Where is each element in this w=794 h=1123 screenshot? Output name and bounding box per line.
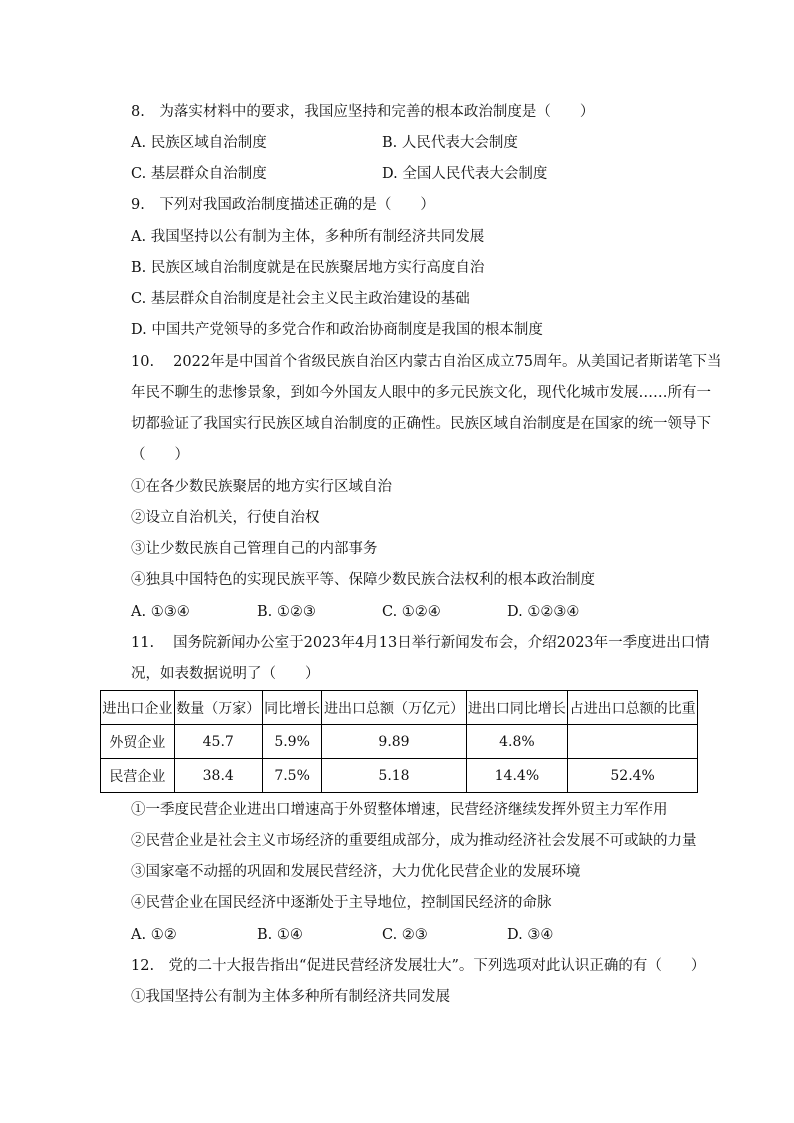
table-cell: 5.18 [322, 759, 466, 793]
question-10-stem-line-1: 10. 2022年是中国首个省级民族自治区内蒙古自治区成立75周年。从美国记者斯诺笔下当 [131, 354, 722, 370]
table-cell: 4.8% [466, 725, 568, 759]
table-header-cell: 占进出口总额的比重 [568, 691, 698, 725]
question-10-option-c[interactable]: C. ①②④ [382, 604, 441, 620]
table-row [101, 725, 698, 759]
question-9-option-b[interactable]: B. 民族区域自治制度就是在民族聚居地方实行高度自治 [131, 260, 485, 276]
question-11-option-b[interactable]: B. ①④ [257, 927, 303, 943]
question-10-option-b[interactable]: B. ①②③ [257, 604, 316, 620]
question-11-stem-line-1: 11. 国务院新闻办公室于2023年4月13日举行新闻发布会，介绍2023年一季度进出口情 [131, 635, 710, 651]
question-10-stem-line-2: 年民不聊生的悲惨景象，到如今外国友人眼中的多元民族文化，现代化城市发展……所有一 [131, 385, 711, 401]
table-cell: 外贸企业 [101, 725, 175, 759]
question-10-options-row [131, 602, 691, 622]
table-cell: 5.9% [262, 725, 322, 759]
question-8-option-a[interactable]: A. 民族区域自治制度 [131, 135, 267, 151]
question-9-option-c[interactable]: C. 基层群众自治制度是社会主义民主政治建设的基础 [131, 291, 470, 307]
question-11-statement-3: ③国家毫不动摇的巩固和发展民营经济，大力优化民营企业的发展环境 [131, 864, 581, 880]
table-cell: 7.5% [262, 759, 322, 793]
question-10-statement-4: ④独具中国特色的实现民族平等、保障少数民族合法权利的根本政治制度 [131, 572, 595, 588]
question-11-option-a[interactable]: A. ①② [131, 927, 177, 943]
question-11-statement-2: ②民营企业是社会主义市场经济的重要组成部分，成为推动经济社会发展不可或缺的力量 [131, 833, 697, 849]
question-9-option-a[interactable]: A. 我国坚持以公有制为主体，多种所有制经济共同发展 [131, 229, 485, 245]
table-header-cell: 进出口同比增长 [466, 691, 568, 725]
question-11-option-c[interactable]: C. ②③ [382, 927, 428, 943]
question-11-stem-line-2: 况，如表数据说明了（ ） [131, 666, 320, 682]
question-10-stem-line-3: 切都验证了我国实行民族区域自治制度的正确性。民族区域自治制度是在国家的统一领导下 [131, 416, 711, 432]
table-cell: 民营企业 [101, 759, 175, 793]
table-cell: 9.89 [322, 725, 466, 759]
question-10-statement-3: ③让少数民族自己管理自己的内部事务 [131, 541, 378, 557]
question-8-option-b[interactable]: B. 人民代表大会制度 [382, 135, 518, 151]
question-8-options-row-1 [131, 133, 691, 153]
question-10-option-a[interactable]: A. ①③④ [131, 604, 190, 620]
trade-data-table [100, 690, 698, 793]
question-11-options-row [131, 925, 691, 945]
question-9-option-d[interactable]: D. 中国共产党领导的多党合作和政治协商制度是我国的根本制度 [131, 322, 543, 338]
question-9-stem: 9. 下列对我国政治制度描述正确的是（ ） [131, 197, 435, 213]
question-12-statement-1: ①我国坚持公有制为主体多种所有制经济共同发展 [131, 989, 450, 1005]
question-12-stem: 12. 党的二十大报告指出“促进民营经济发展壮大”。下列选项对此认识正确的有（ ） [131, 958, 706, 974]
table-header-row [101, 691, 698, 725]
question-10-statement-2: ②设立自治机关，行使自治权 [131, 510, 320, 526]
table-cell [568, 725, 698, 759]
question-8-options-row-2 [131, 164, 691, 184]
table-header-cell: 数量（万家） [174, 691, 262, 725]
question-10-statement-1: ①在各少数民族聚居的地方实行区域自治 [131, 479, 392, 495]
table-cell: 14.4% [466, 759, 568, 793]
table-row [101, 759, 698, 793]
table-cell: 45.7 [174, 725, 262, 759]
table-cell: 38.4 [174, 759, 262, 793]
question-11-statement-1: ①一季度民营企业进出口增速高于外贸整体增速，民营经济继续发挥外贸主力军作用 [131, 802, 668, 818]
question-8-option-d[interactable]: D. 全国人民代表大会制度 [382, 166, 548, 182]
question-11-statement-4: ④民营企业在国民经济中逐渐处于主导地位，控制国民经济的命脉 [131, 895, 552, 911]
question-8-option-c[interactable]: C. 基层群众自治制度 [131, 166, 267, 182]
table-cell: 52.4% [568, 759, 698, 793]
question-8-stem: 8. 为落实材料中的要求，我国应坚持和完善的根本政治制度是（ ） [131, 104, 595, 120]
table-header-cell: 进出口企业 [101, 691, 175, 725]
question-10-stem-line-4: （ ） [131, 447, 189, 463]
question-10-option-d[interactable]: D. ①②③④ [507, 604, 580, 620]
table-header-cell: 进出口总额（万亿元） [322, 691, 466, 725]
question-11-option-d[interactable]: D. ③④ [507, 927, 554, 943]
table-header-cell: 同比增长 [262, 691, 322, 725]
